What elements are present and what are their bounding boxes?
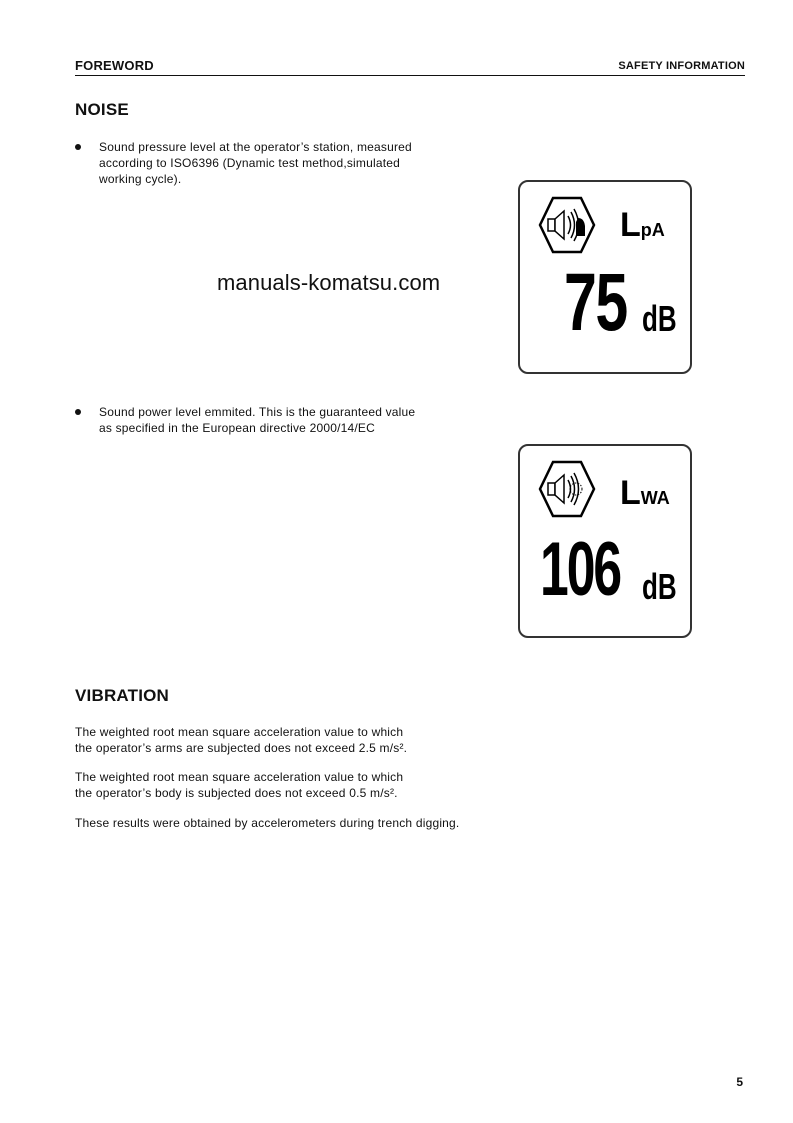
bullet-text: Sound pressure level at the operator’s station, measured according to ISO6396 (Dynamic test method,simulated working cycle). bbox=[99, 140, 412, 186]
lwa-label bbox=[620, 474, 670, 513]
noise-bullet-power bbox=[75, 404, 475, 436]
label-main: L bbox=[620, 206, 641, 244]
speaker-hexagon-icon bbox=[538, 460, 596, 518]
header-rule bbox=[75, 75, 745, 76]
sound-power-sign bbox=[518, 444, 692, 638]
header-chapter-title: SAFETY INFORMATION bbox=[618, 60, 745, 72]
vibration-heading: VIBRATION bbox=[75, 686, 170, 705]
sound-pressure-sign bbox=[518, 180, 692, 374]
noise-heading: NOISE bbox=[75, 100, 129, 119]
watermark-text: manuals-komatsu.com bbox=[217, 270, 441, 295]
lpa-value: 75 bbox=[564, 257, 627, 348]
header-section-title: FOREWORD bbox=[75, 58, 154, 73]
noise-bullet-pressure bbox=[75, 139, 475, 187]
lpa-label bbox=[620, 206, 665, 245]
label-main: L bbox=[620, 474, 641, 512]
bullet-dot bbox=[75, 144, 81, 150]
vibration-body-paragraph: The weighted root mean square acceleration value to which the operator’s body is subjected does not exceed 0.5 m/s². bbox=[75, 770, 404, 800]
page-number: 5 bbox=[736, 1075, 743, 1089]
lwa-unit: dB bbox=[642, 565, 677, 608]
vibration-arms-paragraph: The weighted root mean square acceleration value to which the operator’s arms are subjected does not exceed 2.5 m/s². bbox=[75, 725, 408, 755]
bullet-text: Sound power level emmited. This is the guaranteed value as specified in the European directive 2000/14/EC bbox=[99, 405, 416, 435]
label-sub: pA bbox=[640, 220, 665, 240]
lwa-value: 106 bbox=[540, 527, 621, 612]
lpa-unit: dB bbox=[642, 297, 677, 340]
vibration-results-paragraph: These results were obtained by accelerometers during trench digging. bbox=[75, 816, 460, 830]
label-sub: WA bbox=[640, 488, 670, 508]
bullet-dot bbox=[75, 409, 81, 415]
speaker-hexagon-icon bbox=[538, 196, 596, 254]
